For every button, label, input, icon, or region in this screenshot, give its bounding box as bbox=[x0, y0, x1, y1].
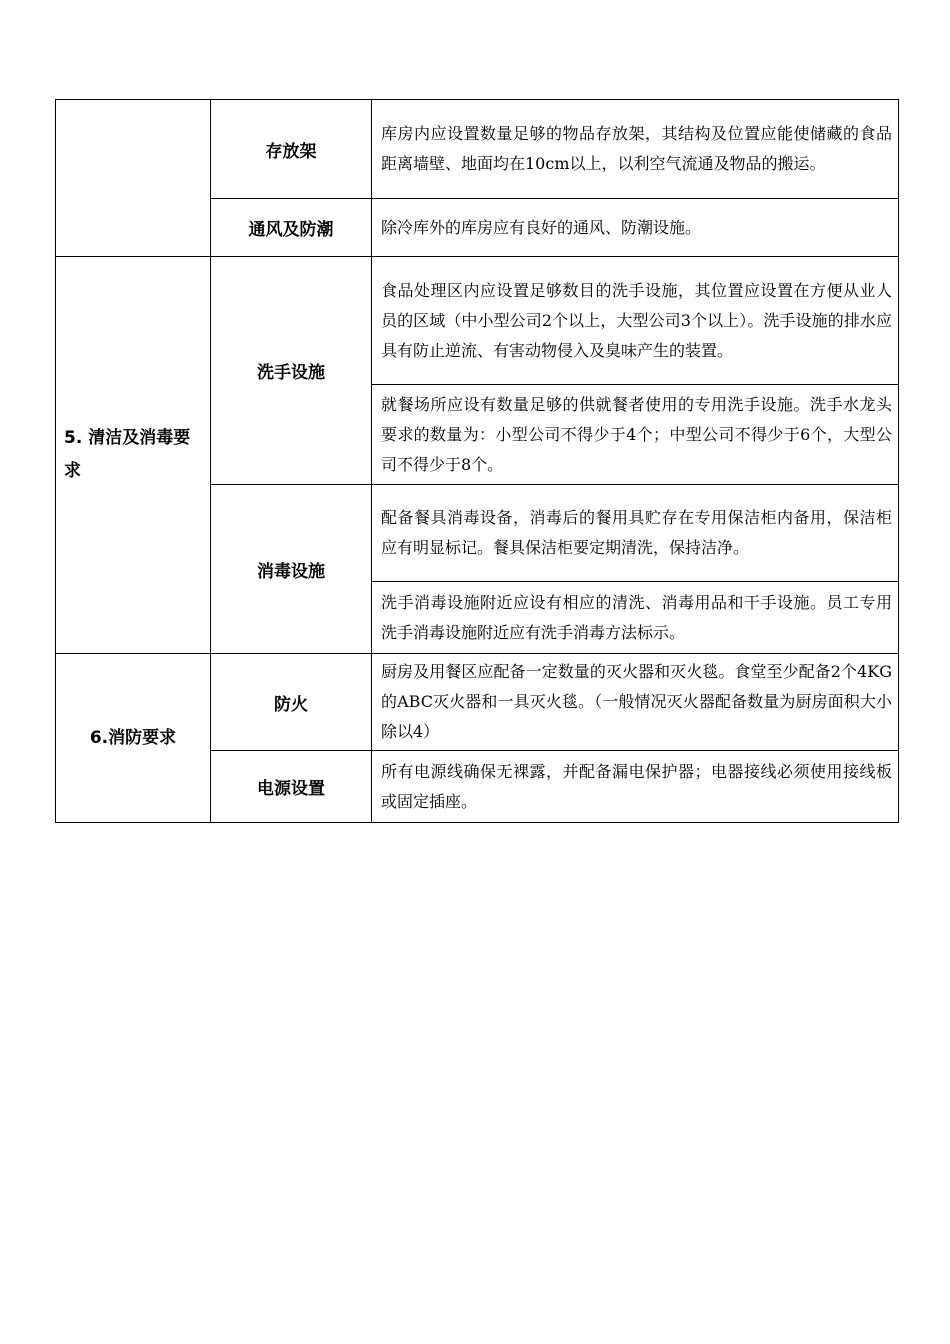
table-row bbox=[56, 257, 899, 385]
item-name-handwash: 洗手设施 bbox=[211, 257, 372, 485]
item-description-disinfection-1: 配备餐具消毒设备，消毒后的餐用具贮存在专用保洁柜内备用，保洁柜应有明显标记。餐具保洁柜要定期清洗，保持洁净。 bbox=[372, 485, 899, 582]
item-name-disinfection: 消毒设施 bbox=[211, 485, 372, 654]
category-cell-cleaning: 5. 清洁及消毒要求 bbox=[56, 257, 211, 654]
category-cell-fire: 6.消防要求 bbox=[56, 654, 211, 823]
item-description-shelving: 库房内应设置数量足够的物品存放架，其结构及位置应能使储藏的食品距离墙壁、地面均在10cm以上，以利空气流通及物品的搬运。 bbox=[372, 100, 899, 199]
item-description-disinfection-2: 洗手消毒设施附近应设有相应的清洗、消毒用品和干手设施。员工专用洗手消毒设施附近应有洗手消毒方法标示。 bbox=[372, 582, 899, 654]
category-cell-storage bbox=[56, 100, 211, 257]
requirements-table bbox=[55, 99, 899, 823]
item-description-fire-prevention: 厨房及用餐区应配备一定数量的灭火器和灭火毯。食堂至少配备2个4KG的ABC灭火器和一具灭火毯。（一般情况灭火器配备数量为厨房面积大小除以4） bbox=[372, 654, 899, 751]
item-description-handwash-1: 食品处理区内应设置足够数目的洗手设施，其位置应设置在方便从业人员的区域（中小型公司2个以上，大型公司3个以上）。洗手设施的排水应具有防止逆流、有害动物侵入及臭味产生的装置。 bbox=[372, 257, 899, 385]
item-description-power: 所有电源线确保无裸露，并配备漏电保护器；电器接线必须使用接线板或固定插座。 bbox=[372, 751, 899, 823]
item-description-ventilation: 除冷库外的库房应有良好的通风、防潮设施。 bbox=[372, 199, 899, 257]
table-row bbox=[56, 100, 899, 199]
item-description-handwash-2: 就餐场所应设有数量足够的供就餐者使用的专用洗手设施。洗手水龙头要求的数量为：小型公司不得少于4个；中型公司不得少于6个，大型公司不得少于8个。 bbox=[372, 385, 899, 485]
item-name-ventilation: 通风及防潮 bbox=[211, 199, 372, 257]
item-name-shelving: 存放架 bbox=[211, 100, 372, 199]
item-name-fire-prevention: 防火 bbox=[211, 654, 372, 751]
item-name-power: 电源设置 bbox=[211, 751, 372, 823]
table-row bbox=[56, 654, 899, 751]
